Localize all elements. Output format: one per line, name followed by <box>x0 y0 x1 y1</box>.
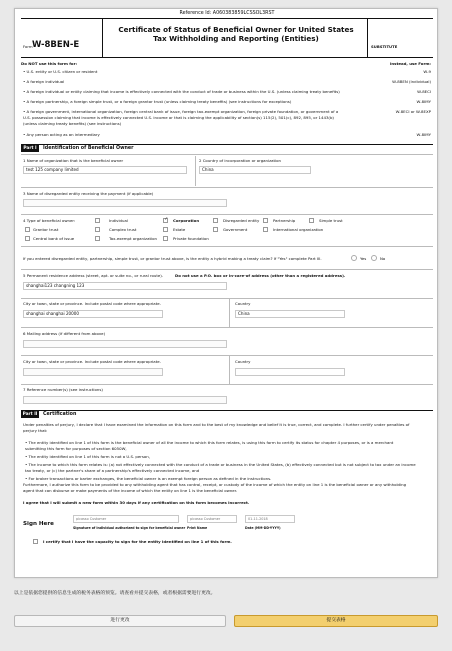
cert-agree: I agree that I will submit a new form within 30 days if any certification on this form becomes incorrect. <box>23 500 250 505</box>
submit-button[interactable]: 提交表格 <box>234 615 438 627</box>
type-label: Private foundation <box>173 236 209 241</box>
city2-label: City or town, state or province. Include postal code where appropriate. <box>23 359 161 364</box>
exclusion-text: • A foreign individual <box>23 79 65 84</box>
type-checkbox[interactable] <box>25 227 30 232</box>
divider <box>21 246 433 247</box>
type-label: Grantor trust <box>33 227 59 232</box>
signature-field[interactable]: picasso Customer <box>73 515 179 523</box>
cert-bullet: tax treaty, or (c) the partner's share of a partnership's effectively connected income, and <box>25 468 200 473</box>
type-label: Disregarded entity <box>223 218 260 223</box>
divider <box>21 269 433 270</box>
org-name-field[interactable]: test 125 company limited <box>23 166 187 174</box>
line1-label: 1 Name of organization that is the beneficial owner <box>23 158 124 163</box>
hybrid-no-label: No <box>380 256 386 261</box>
hybrid-yes-label: Yes <box>360 256 367 261</box>
cert-intro: perjury that: <box>23 428 48 433</box>
type-label: Simple trust <box>319 218 343 223</box>
modify-button[interactable]: 进行更改 <box>14 615 226 627</box>
exclusion-text: • A foreign government, international organization, foreign central bank of issue, foreign tax-exempt organization, foreign private foundation, or government of a <box>23 109 339 114</box>
residence-address-field[interactable]: shanghai123 changning 123 <box>23 282 227 290</box>
part1-title: Identification of Beneficial Owner <box>43 146 134 151</box>
tax-form-preview <box>14 8 438 578</box>
part2-header <box>21 410 433 418</box>
type-label: Individual <box>109 218 128 223</box>
cert-bullet: • For broker transactions or barter exchanges, the beneficial owner is an exempt foreign person as defined in the instructions. <box>25 476 272 481</box>
hybrid-question: If you entered disregarded entity, partnership, simple trust, or grantor trust above, is the entity a hybrid making a treaty claim? If "Yes" complete Part III. <box>23 256 322 261</box>
type-label: Partnership <box>273 218 296 223</box>
city-field[interactable]: shanghai shanghai 20000 <box>23 310 163 318</box>
divider <box>21 154 433 155</box>
exclusion-form: W-8ECI <box>417 89 431 94</box>
type-checkbox[interactable] <box>95 227 100 232</box>
cert-bullet: • The entity identified on line 1 of this form is the beneficial owner of all the income to which this form relates, is using this form to certify its status for chapter 4 purposes, or is a merchant <box>25 440 394 445</box>
form-title-line2: Tax Withholding and Reporting (Entities) <box>153 34 319 43</box>
type-checkbox[interactable] <box>25 236 30 241</box>
form-prefix: Form <box>23 44 33 49</box>
line2-label: 2 Country of incorporation or organization <box>199 158 281 163</box>
type-checkbox[interactable] <box>163 227 168 232</box>
cert-bullet: • The entity identified on line 1 of this form is not a U.S. person, <box>25 454 150 459</box>
capacity-checkbox[interactable] <box>33 539 38 544</box>
cert-bullet: • The income to which this form relates is: (a) not effectively connected with the conduct of a trade or business in the United States, (b) effectively connected but is not subject to tax under an income <box>25 462 416 467</box>
exclusion-text: • A foreign partnership, a foreign simple trust, or a foreign grantor trust (unless claiming treaty benefits) (see instructions for exceptions) <box>23 99 292 104</box>
form-title-line1: Certificate of Status of Beneficial Owner for United States <box>118 25 354 34</box>
country-select[interactable]: China <box>235 310 345 318</box>
exclusion-text: (unless claiming treaty benefits) (see instructions) <box>23 121 122 126</box>
part2-tag: Part II <box>22 412 38 417</box>
divider <box>229 356 230 384</box>
cert-authorize: Furthermore, I authorize this form to be provided to any withholding agent that has control, receipt, or custody of the income of which the entity on line 1 is the beneficial owner or any withholding <box>23 482 407 487</box>
type-label: Complex trust <box>109 227 137 232</box>
divider <box>21 355 433 356</box>
part1-header <box>21 144 433 152</box>
type-checkbox[interactable] <box>309 218 314 223</box>
mailing-address-field[interactable] <box>23 340 227 348</box>
divider <box>195 156 196 186</box>
exclusion-form: W-9 <box>423 69 431 74</box>
type-checkbox[interactable] <box>163 218 168 223</box>
type-label: Central bank of issue <box>33 236 75 241</box>
line7-label: 7 Reference number(s) (see instructions) <box>23 387 103 392</box>
do-not-use-heading: Do NOT use this form for: <box>21 61 78 66</box>
cert-intro: Under penalties of perjury, I declare that I have examined the information on this form and to the best of my knowledge and belief it is true, correct, and complete. I further certify under penalties of <box>23 422 410 427</box>
type-label: Estate <box>173 227 186 232</box>
date-field[interactable]: 01-11-2018 <box>245 515 295 523</box>
type-label: Tax-exempt organization <box>109 236 157 241</box>
type-checkbox[interactable] <box>95 236 100 241</box>
type-checkbox[interactable] <box>163 236 168 241</box>
exclusion-form: W-8IMY <box>416 99 431 104</box>
type-checkbox[interactable] <box>213 218 218 223</box>
exclusion-text: • Any person acting as an intermediary <box>23 132 100 137</box>
cert-authorize: agent that can disburse or make payments of the income of which the entity on line 1 is the beneficial owner. <box>23 488 238 493</box>
divider <box>21 187 433 188</box>
date-caption: Date (MM-DD-YYYY) <box>245 526 281 530</box>
exclusion-form: W-8ECI or W-8EXP <box>395 109 431 114</box>
divider <box>229 299 230 327</box>
exclusion-form: W-8BEN (Individual) <box>392 79 431 84</box>
type-label: Corporation <box>173 218 200 223</box>
type-checkbox[interactable] <box>95 218 100 223</box>
form-number: W-8BEN-E <box>32 40 80 50</box>
line4-label: 4 Type of beneficial owner: <box>23 218 76 223</box>
mailing-country-select[interactable] <box>235 368 345 376</box>
type-checkbox[interactable] <box>213 227 218 232</box>
type-checkbox[interactable] <box>263 227 268 232</box>
print-name-caption: Print Name <box>187 526 208 530</box>
country-incorporation-field[interactable]: China <box>199 166 311 174</box>
form-title <box>105 25 367 43</box>
form-header <box>21 18 433 58</box>
divider <box>21 327 433 328</box>
part1-tag: Part I <box>21 145 39 152</box>
line6-label: 6 Mailing address (if different from above) <box>23 331 106 336</box>
divider <box>21 214 433 215</box>
type-checkbox[interactable] <box>263 218 268 223</box>
signature-caption: Signature of individual authorized to sign for beneficial owner <box>73 526 186 530</box>
hybrid-no-radio[interactable] <box>371 255 377 261</box>
substitute-box <box>367 19 433 57</box>
city-label: City or town, state or province. Include postal code where appropriate. <box>23 301 161 306</box>
type-label: Government <box>223 227 248 232</box>
exclusion-form: W-8IMY <box>416 132 431 137</box>
country-label: Country <box>235 301 251 306</box>
form-id-box <box>21 19 103 57</box>
type-label: International organization <box>273 227 324 232</box>
line5-warning: Do not use a P.O. box or in-care-of address (other than a registered address). <box>175 273 346 278</box>
print-name-field[interactable]: picasso Customer <box>187 515 237 523</box>
hybrid-yes-radio[interactable] <box>351 255 357 261</box>
reference-id: Reference Id: A060383859LCSSOL3RST <box>179 11 275 16</box>
instead-use-heading: Instead, use Form: <box>389 61 431 66</box>
sign-here-label: Sign Here <box>23 521 54 527</box>
reference-number-field[interactable] <box>23 396 227 404</box>
substitute-label: SUBSTITUTE <box>371 44 398 49</box>
divider <box>21 384 433 385</box>
disregarded-entity-field[interactable] <box>23 199 227 207</box>
exclusion-text: • A foreign individual or entity claiming that income is effectively connected with the conduct of trade or business within the U.S. (unless claiming treaty benefits) <box>23 89 340 94</box>
preview-note: 以上是依据您提供的信息生成的税务表格的预览。请查看并提交表格，或者根据需要进行更改。 <box>14 591 216 596</box>
mailing-city-field[interactable] <box>23 368 163 376</box>
exclusion-text: U.S. possession claiming that income is effectively connected U.S. income or that is claiming the applicability of section(s) 115(2), 501(c), 892, 895, or 1443(b) <box>23 115 334 120</box>
divider <box>21 298 433 299</box>
part2-title: Certification <box>43 412 77 417</box>
capacity-label: I certify that I have the capacity to sign for the entity identified on line 1 of this form. <box>43 539 232 544</box>
line5-label: 5 Permanent residence address (street, apt. or suite no., or rural route). <box>23 273 164 278</box>
exclusion-text: • U.S. entity or U.S. citizen or resident <box>23 69 98 74</box>
country2-label: Country <box>235 359 251 364</box>
cert-bullet: submitting this form for purposes of section 6050W, <box>25 446 127 451</box>
line3-label: 3 Name of disregarded entity receiving the payment (if applicable) <box>23 191 154 196</box>
